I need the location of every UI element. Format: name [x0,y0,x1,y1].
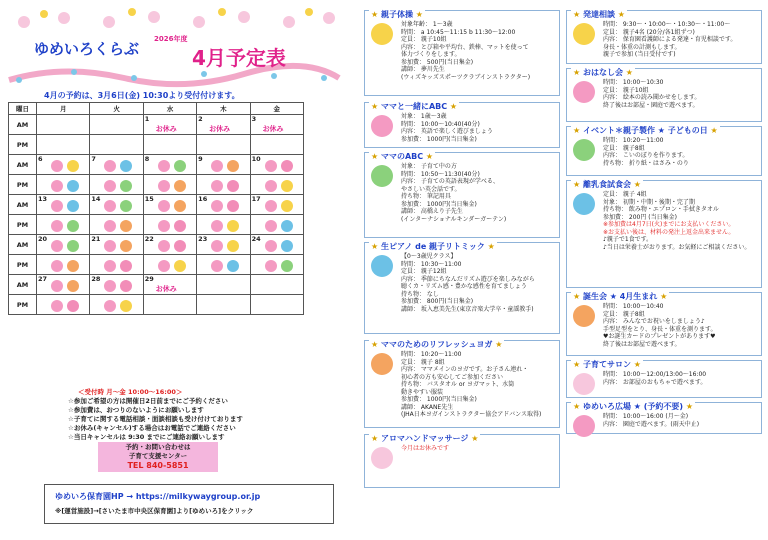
date-number: 29 [144,275,154,283]
program-row: 動きやすい服装 [401,388,444,396]
calendar-cell [90,135,143,155]
calendar-cell [197,175,250,195]
event-icon [51,180,63,192]
pm-label: PM [9,135,37,155]
program-row: 時間： a 10:45～11:15 b 11:30～12:00 [401,28,516,36]
event-icon [120,160,132,172]
program-row: 内容： 季節にちなんだリズム遊びを楽しみながら [401,275,535,283]
calendar-cell [250,175,303,195]
calendar-cell [90,195,143,215]
event-icon [104,260,116,272]
event-icon [227,160,239,172]
date-number: 28 [91,275,101,283]
program-row: 内容： 園庭で遊べます。(雨天中止) [603,420,700,428]
program-row: 講師： 坂入恵美先生(東京音楽大学卒・童謡教手) [401,305,534,313]
calendar-cell [37,255,90,275]
event-icon [158,160,170,172]
program-illustration [371,23,393,45]
calendar-cell [197,255,250,275]
program-row: 定員： 親子12組 [401,268,447,275]
event-icon [211,160,223,172]
event-icon [158,240,170,252]
date-number: 21 [91,235,101,243]
contact-phone: TEL 840-5851 [127,461,189,470]
program-row: (JHA日本ヨガインストラクター協会アドバンス取得) [401,411,542,418]
program-row: 内容： 保育園看護師による発達・育児相談です。 [603,36,737,43]
program-illustration [573,23,595,45]
program-row: 内容： みんなでお祝いをしましょう♪ [603,318,705,325]
weekday-header: 水 [143,103,196,115]
date-number: 16 [198,195,208,203]
program-row: ※参加費は4月7日(火)までにお支払いください。 [603,221,735,228]
date-number: 23 [198,235,208,243]
program-row: 持ち物： 筆記用具 [401,193,451,200]
event-icon [281,180,293,192]
calendar-cell [250,235,303,255]
event-icon [67,160,79,172]
calendar-cell [90,235,143,255]
program-row: 内容： ママメインのヨガです。お子さん連れ・ [401,366,529,373]
calendar-cell [90,155,143,175]
program-row: (ウィズキッズスポーツクラブインストラクター) [401,73,531,81]
program-row: 時間： 10:20～11:00 [401,351,462,358]
event-icon [174,200,186,212]
event-icon [120,220,132,232]
info-line: ☆参加費は、おつりのないようにお願いします [68,406,204,414]
program-row: 定員： 親子 4組 [603,191,647,198]
program-row: 時間： 10:00～12:00/13:00～16:00 [603,371,707,378]
date-number: 17 [251,195,261,203]
event-icon [265,260,277,272]
program-illustration [573,81,595,103]
program-row: 時間： 10:00～10:40(40分) [401,120,480,128]
program-row: 内容： お部屋のおもちゃで遊べます。 [603,378,707,386]
info-block [8,388,304,442]
calendar-cell [197,195,250,215]
program-row: 参加費： 1000円(当日集金) [401,135,477,143]
event-icon [120,200,132,212]
event-icon [67,260,79,272]
calendar-cell [37,235,90,255]
date-number: 1 [144,115,150,123]
calendar-cell [90,115,143,135]
calendar-cell [197,115,250,135]
program-row: 時間： 10:00～10:30 [603,79,664,86]
program-section [364,10,560,96]
event-icon [158,200,170,212]
event-icon [281,220,293,232]
event-icon [158,180,170,192]
program-section [566,68,762,122]
program-row: 時間： 9:30～・10:00～・10:30～・11:00～ [603,21,731,28]
date-number: 27 [38,275,48,283]
event-icon [281,160,293,172]
program-row: 初心者の方も安心してご参加ください [401,373,504,381]
calendar-cell [37,215,90,235]
calendar-cell [197,275,250,295]
program-row: 時間： 10:20～11:00 [603,137,664,144]
pm-label: PM [9,175,37,195]
program-illustration [573,373,595,395]
calendar-cell [250,155,303,175]
event-icon [104,300,116,312]
program-row: やさしい英会話です。 [401,185,461,193]
calendar-table [8,102,304,315]
program-illustration [573,193,595,215]
program-title: ★ 親子体操 ★ [371,10,423,19]
program-row: (インターナショナルキンダーガーテン) [401,215,507,223]
info-line: ☆当日キャンセルは 9:30 までにご連絡お願いします [68,433,225,441]
event-icon [120,300,132,312]
calendar-cell [197,235,250,255]
program-row: 持ち物： 飲み物・エプロン・手拭きタオル [603,206,719,213]
weekday-header: 金 [250,103,303,115]
date-number: 3 [251,115,257,123]
program-title: ★ ママと一緒にABC ★ [371,102,458,111]
program-title: ★ イベント＊親子製作 ★ 子どもの日 ★ [573,126,718,135]
calendar-cell [250,195,303,215]
calendar-cell [37,275,90,295]
event-icon [67,280,79,292]
homepage-box[interactable] [44,484,334,524]
program-row: 参加費： 1000円(当日集金) [401,200,477,208]
program-section [364,152,560,238]
am-label: AM [9,275,37,295]
event-icon [120,180,132,192]
pm-label: PM [9,295,37,315]
program-section [364,340,560,428]
event-icon [211,260,223,272]
event-icon [67,240,79,252]
program-row: 持ち物： なし [401,290,439,298]
program-title: ★ 生ピアノ de 親子リトミック ★ [371,242,495,251]
program-illustration [371,353,393,375]
event-icon [104,240,116,252]
event-icon [120,260,132,272]
program-section [566,10,762,64]
info-line: ＜受付時 月～金 10:00～16:00＞ [78,388,183,396]
program-row: 参加費： 1000円(当日集金) [401,396,477,403]
calendar-cell [143,155,196,175]
program-illustration [371,255,393,277]
closed-label: お休み [155,285,177,293]
program-section [566,180,762,288]
date-number: 10 [251,155,261,163]
date-number: 15 [144,195,154,203]
date-number: 13 [38,195,48,203]
program-section [364,102,560,148]
info-line: ☆お休み(キャンセル)する場合はお電話でご連絡ください [68,424,236,432]
program-row: 参加費： 800円(当日集金) [401,298,474,305]
calendar-cell [250,275,303,295]
program-row: 参加費： 200円 (当日集金) [603,213,677,221]
am-label: AM [9,115,37,135]
program-illustration [573,139,595,161]
closed-label: お休み [262,125,284,133]
event-icon [265,220,277,232]
weekday-header: 月 [37,103,90,115]
date-number: 20 [38,235,48,243]
program-row: 今月はお休みです [401,445,450,452]
program-row: 持ち物： 折り紙・はさみ・のり [603,159,689,167]
program-row: ♥お誕生カードのプレゼントがあります♥ [603,333,716,340]
date-number: 7 [91,155,96,163]
event-icon [104,180,116,192]
event-icon [227,240,239,252]
event-icon [211,220,223,232]
calendar-cell [90,255,143,275]
calendar-cell [143,135,196,155]
closed-label: お休み [209,125,231,133]
fiscal-year: 2026年度 [154,35,188,43]
brand-name: ゆめいろくらぶ [34,40,140,58]
pm-label: PM [9,215,37,235]
calendar-cell [197,295,250,315]
calendar-cell [250,295,303,315]
calendar-cell [197,155,250,175]
event-icon [51,160,63,172]
program-row: 聴くカ・リズム感・豊かな感性を育てましょう [401,283,527,290]
event-icon [158,220,170,232]
date-number: 9 [198,155,203,163]
program-row: 時間： 10:00～16:00 (月～金) [603,413,689,420]
event-icon [281,260,293,272]
event-icon [174,160,186,172]
program-row: 定員： 親子 8組 [401,358,445,366]
program-illustration [573,415,595,437]
program-row: 時間： 10:00～10:40 [603,303,664,310]
event-icon [51,280,63,292]
program-section [566,292,762,356]
program-list [364,10,764,530]
program-title: ★ ママのためのリフレッシュヨガ ★ [371,340,503,349]
event-icon [227,180,239,192]
program-row: 内容： とび箱や平均台、鉄棒、マットを使って [401,43,529,51]
event-icon [104,160,116,172]
event-icon [174,240,186,252]
reservation-notice: 4月の予約は、3月6日(金) 10:30より受付付けます。 [44,91,240,100]
event-icon [227,220,239,232]
calendar-cell [197,135,250,155]
event-icon [265,180,277,192]
date-number: 2 [198,115,203,123]
program-title: ★ おはなし会 ★ [573,68,633,77]
program-row: 【0～3歳児クラス】 [401,253,457,260]
event-icon [51,260,63,272]
event-icon [67,300,79,312]
pm-label: PM [9,255,37,275]
weekday-header: 火 [90,103,143,115]
calendar-cell [90,175,143,195]
event-icon [104,200,116,212]
calendar-cell [250,215,303,235]
program-row: 対象年齢： 1～3歳 [401,21,453,28]
event-icon [211,240,223,252]
date-number: 14 [91,195,101,203]
event-icon [51,220,63,232]
program-row: 手型足型をとり、身長・体重を測ります。 [603,325,717,333]
program-title: ★ ゆめいろ広場 ★ (予約不要) ★ [573,402,693,411]
event-icon [174,220,186,232]
am-label: AM [9,195,37,215]
program-row: 講師： 夢川先生 [401,66,445,73]
program-row: 内容： 英語で楽しく遊びましょう [401,128,493,135]
event-icon [265,160,277,172]
event-icon [174,260,186,272]
calendar-cell [143,275,196,295]
program-row: 終了後はお部屋・園庭で遊べます。 [603,101,699,109]
homepage-path: ※[運営施設]→[さいたま市中央区保育園]より[ゆめいろ]をクリック [55,507,254,515]
program-row: 終了後はお部屋で遊べます。 [603,340,681,348]
program-section [566,126,762,176]
program-row: 定員： 親子4名 (20分/各1組ずつ) [603,28,695,36]
program-title: ★ 発達相談 ★ [573,10,625,19]
program-row: 対象： 1歳～3歳 [401,113,447,120]
program-row: 親子で参加 (当日受付です) [603,51,676,58]
program-section [566,402,762,434]
program-illustration [573,305,595,327]
event-icon [120,280,132,292]
calendar-cell [250,135,303,155]
calendar-cell [143,215,196,235]
calendar-cell [37,195,90,215]
program-row: 対象： 初期・中期・後期・完了期 [603,198,695,206]
program-illustration [371,447,393,469]
contact-line: 予約・お問い合わせは [125,443,191,451]
program-row: 内容： 絵本の読み聞かせをします。 [603,94,701,101]
calendar-cell [143,235,196,255]
program-row: 身長・体重の計測もします。 [603,43,681,51]
calendar-cell [37,155,90,175]
calendar-cell [90,295,143,315]
event-icon [104,280,116,292]
program-section [364,242,560,334]
program-row: ♪当日は栄養士がおります。お気軽にご相談ください。 [603,243,751,251]
program-title: ★ 誕生会 ★ 4月生まれ ★ [573,292,668,301]
calendar-cell [37,295,90,315]
program-row: 持ち物： バスタオル or ヨガマット、水筒 [401,381,515,388]
weekday-header: 曜日 [9,103,37,115]
page-title: 4月予定表 [192,46,286,70]
program-row: 時間： 10:50～11:30(40分) [401,170,480,178]
event-icon [158,260,170,272]
left-column [4,4,344,536]
date-number: 24 [251,235,261,243]
program-title: ★ 離乳食試食会 ★ [573,180,641,189]
event-icon [51,300,63,312]
program-row: 定員： 親子8組 [603,310,645,318]
calendar-cell [143,195,196,215]
closed-label: お休み [155,125,177,133]
program-row: 内容： こいのぼりを作ります。 [603,152,689,159]
program-title: ★ ママのABC ★ [371,152,434,161]
program-row: 講師： AKANE先生 [401,403,454,411]
event-icon [281,200,293,212]
event-icon [211,200,223,212]
calendar-cell [143,295,196,315]
program-section [566,360,762,398]
event-icon [51,240,63,252]
am-label: AM [9,235,37,255]
event-icon [211,180,223,192]
calendar-cell [143,115,196,135]
calendar-cell [37,115,90,135]
calendar-cell [37,135,90,155]
event-icon [265,200,277,212]
event-icon [67,200,79,212]
info-line: ☆参加ご希望の方は開催日2日前までにご予約ください [68,397,228,405]
date-number: 22 [144,235,154,243]
program-row: 定員： 親子8組 [603,144,645,152]
event-icon [174,180,186,192]
program-row: 定員： 親子10組 [401,36,447,43]
event-icon [104,220,116,232]
event-icon [67,180,79,192]
event-icon [227,260,239,272]
homepage-link[interactable]: ゆめいろ保育園HP → https://milkywaygroup.or.jp [55,492,261,501]
info-line: ☆子育てに関する電話相談・面談相談も受け付けております [68,415,243,423]
calendar-cell [197,215,250,235]
program-illustration [371,165,393,187]
program-row: ♪親子で1食です。 [603,236,653,243]
event-icon [265,240,277,252]
program-section [364,434,560,488]
program-title: ★ 子育てサロン ★ [573,360,641,369]
event-icon [227,200,239,212]
calendar-cell [250,115,303,135]
program-row: 内容： 子育ての英語表現が学べる、 [401,178,499,185]
date-number: 8 [144,155,150,163]
event-icon [281,240,293,252]
calendar-cell [90,275,143,295]
program-illustration [371,115,393,137]
contact-box [98,442,218,472]
event-icon [51,200,63,212]
event-icon [120,240,132,252]
contact-line: 子育て支援センター [128,452,188,460]
program-row: ※お支払い後は、材料の発注上返金出来ません。 [603,228,735,236]
calendar-cell [37,175,90,195]
am-label: AM [9,155,37,175]
program-row: 参加費： 500円(当日集金) [401,58,474,66]
program-row: 時間： 10:30～11:00 [401,260,462,268]
program-row: 体力づくりをします。 [401,51,461,58]
calendar-cell [90,215,143,235]
program-title: ★ アロマハンドマッサージ ★ [371,434,479,443]
calendar-cell [143,175,196,195]
program-row: 講師： 高橋えり子先生 [401,208,463,215]
program-row: 対象： 子育て中の方 [401,163,457,170]
date-number: 6 [38,155,43,163]
calendar-cell [143,255,196,275]
program-row: 定員： 親子10組 [603,86,649,94]
weekday-header: 木 [197,103,250,115]
event-icon [67,220,79,232]
calendar-cell [250,255,303,275]
